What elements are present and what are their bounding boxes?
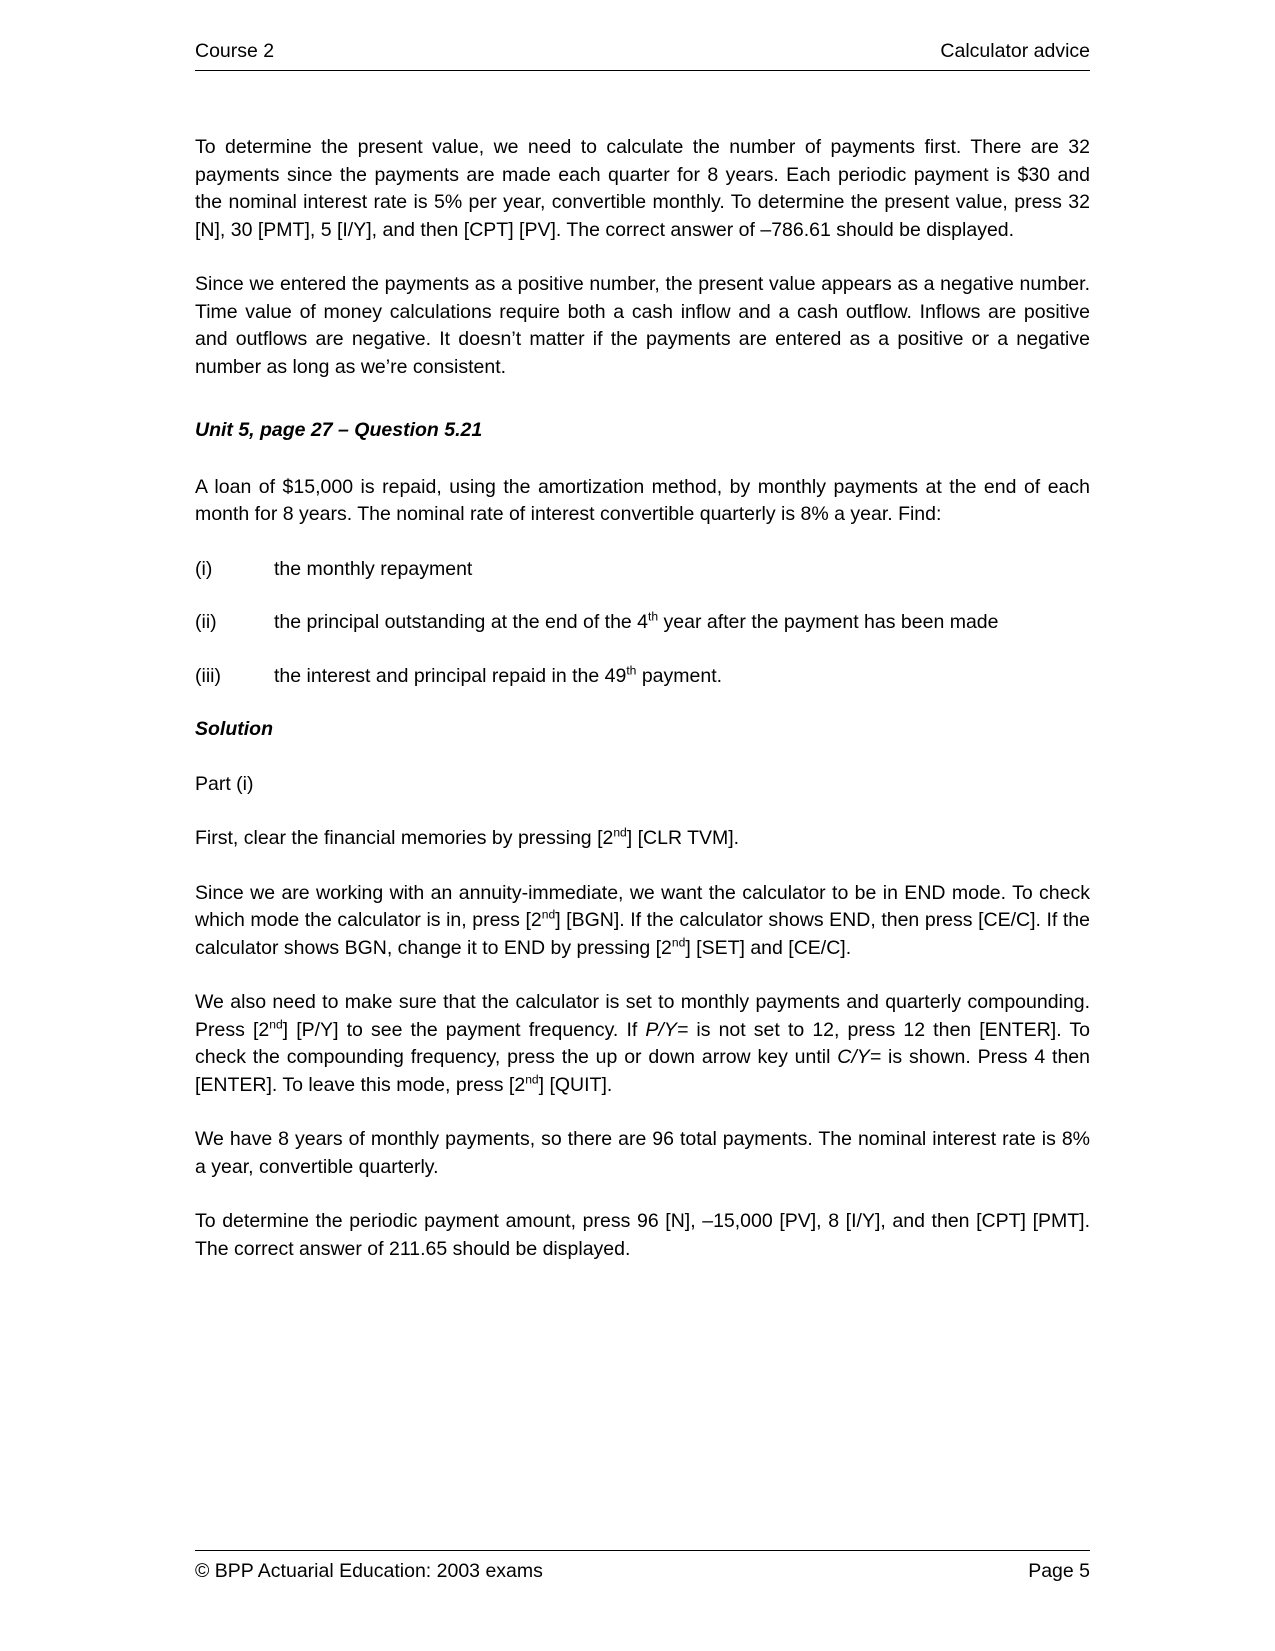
frequency-text-4: is shown. Press 4 then [ENTER]. To leave this mode, press [2 [195,1046,1090,1096]
paragraph-end-mode [195,880,1090,963]
ordinal-suffix: th [648,609,659,624]
end-mode-text-2: ] [BGN]. If the calculator shows END, then press [CE/C]. If the calculator shows BGN, change it to END by pressing [2 [195,909,1091,959]
paragraph-part-label: Part (i) [195,772,254,795]
end-mode-text-3: ] [SET] and [CE/C]. [685,936,852,959]
footer-page-number: Page 5 [1028,1559,1090,1582]
list-item-marker: (i) [195,557,213,580]
frequency-text-2: ] [P/Y] to see the payment frequency. If [282,1018,646,1041]
list-item [195,609,1090,637]
clear-memories-text-1: First, clear the financial memories by pressing [2 [195,827,614,849]
list-item-marker: (iii) [195,664,221,687]
ordinal-suffix: nd [525,1072,539,1086]
paragraph-sign-convention: Since we entered the payments as a positive number, the present value appears as a negative number. Time value of money calculations require both a cash inflow and a cash outflow. Inflows are positive and outflows are negative. It doesn’t matter if the payments are entered as a positive or a negative number as long as we’re consistent. [195,273,1090,378]
list-item-text: the interest and principal repaid in the 49 [274,664,627,687]
section-heading-question: Unit 5, page 27 – Question 5.21 [195,419,483,441]
page-content [195,0,1090,1651]
frequency-text-1: We also need to make sure that the calculator is set to monthly payments and quarterly compounding. Press [2 [195,991,1090,1041]
header-section-label: Calculator advice [940,40,1090,62]
list-item-text-tail: year after the payment has been made [658,611,999,633]
paragraph-clear-memories [195,825,1090,853]
ordinal-suffix: nd [541,907,556,922]
ordinal-suffix: nd [269,1017,283,1031]
list-item-text: the principal outstanding at the end of the 4 [274,611,649,633]
paragraph-periodic-payment: To determine the periodic payment amount, press 96 [N], –15,000 [PV], 8 [I/Y], and then [CPT] [PMT]. The correct answer of 211.65 should be displayed. [195,1210,1090,1260]
py-variable: P/Y= [645,1018,689,1041]
list-item-text: the monthly repayment [274,557,473,580]
frequency-text-5: ] [QUIT]. [538,1073,613,1096]
paragraph-question-intro: A loan of $15,000 is repaid, using the amortization method, by monthly payments at the end of each month for 8 years. The nominal rate of interest convertible quarterly is 8% a year. Find: [195,475,1090,525]
question-parts-list [195,556,1090,691]
list-item-text-tail: payment. [636,664,723,687]
frequency-text-3: is not set to 12, press 12 then [ENTER]. To check the compounding frequency, press the up or down arrow key until [195,1018,1090,1068]
header-course-label: Course 2 [195,40,275,62]
paragraph-frequency-settings [195,989,1090,1099]
page-footer [195,1550,1090,1583]
paragraph-present-value: To determine the present value, we need to calculate the number of payments first. There are 32 payments since the payments are made each quarter for 8 years. Each periodic payment is $30 and the nominal interest rate is 5% per year, convertible monthly. To determine the present value, press 32 [N], 30 [PMT], 5 [I/Y], and then [CPT] [PV]. The correct answer of –786.61 should be displayed. [195,136,1090,241]
ordinal-suffix: th [626,663,637,677]
ordinal-suffix: nd [671,935,686,949]
end-mode-text-1: Since we are working with an annuity-immediate, we want the calculator to be in END mode. To check which mode the calculator is in, press [2 [195,881,1090,931]
sub-heading-solution: Solution [195,718,273,740]
page-header [195,40,1090,71]
list-item-marker: (ii) [195,611,217,633]
document-body [195,134,1090,1290]
clear-memories-text-2: ] [CLR TVM]. [626,827,740,849]
ordinal-suffix: nd [613,825,627,840]
list-item [195,556,1090,584]
list-item [195,663,1090,691]
footer-copyright: © BPP Actuarial Education: 2003 exams [195,1559,543,1582]
cy-variable: C/Y= [837,1046,882,1068]
paragraph-total-payments: We have 8 years of monthly payments, so there are 96 total payments. The nominal interest rate is 8% a year, convertible quarterly. [195,1128,1090,1178]
